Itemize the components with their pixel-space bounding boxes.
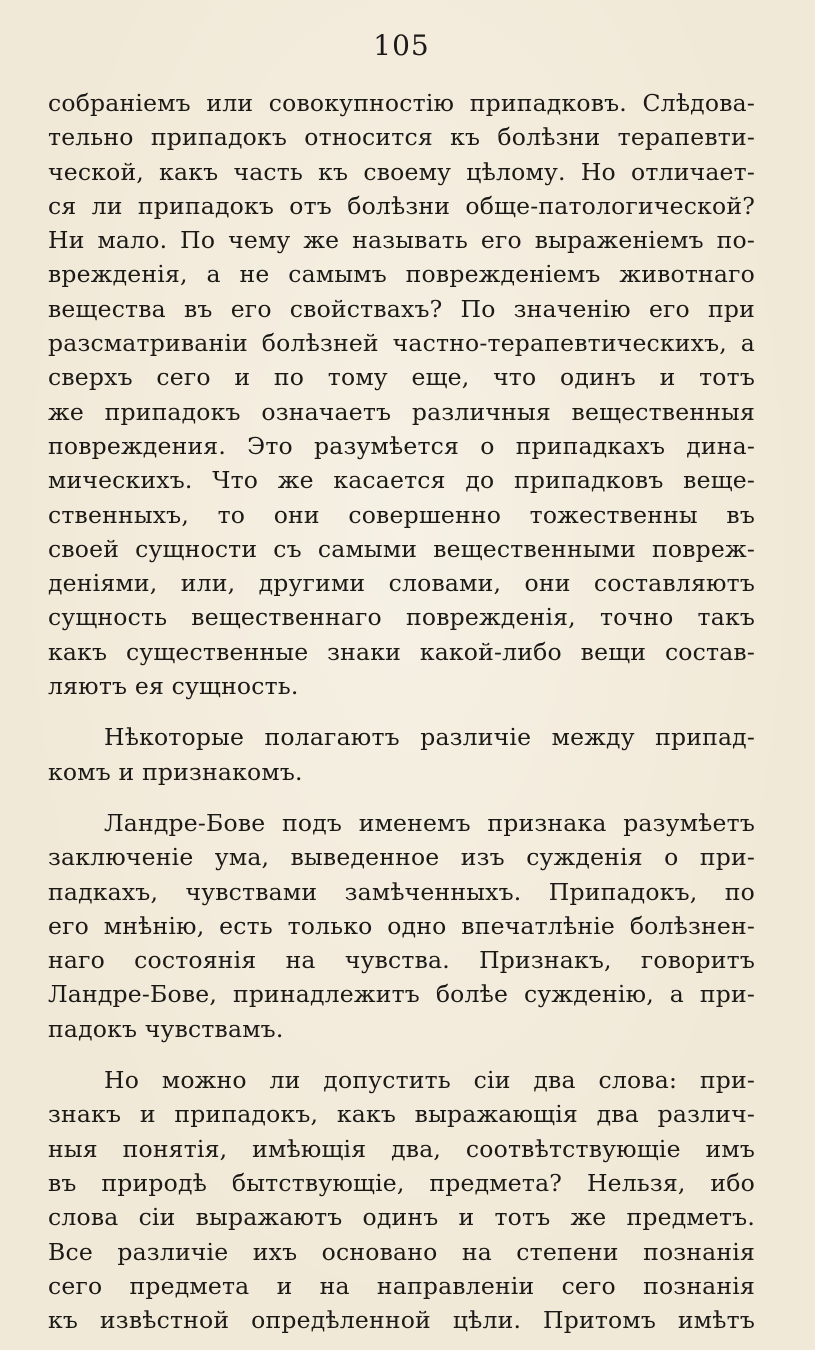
text-line: ся ли припадокъ отъ болѣзни обще-патологической?: [48, 191, 755, 220]
text-line: его мнѣнiю, есть только одно впечатлѣнiе болѣзнен-: [48, 911, 755, 940]
text-line: Все различiе ихъ основано на степени познанiя: [48, 1237, 755, 1266]
text-line: Но можно ли допустить сiи два слова: при-: [104, 1066, 755, 1095]
text-line: Ни мало. По чему же называть его выраженiемъ по-: [48, 226, 755, 255]
text-line: собранiемъ или совокупностiю припадковъ. Слѣдова-: [48, 89, 755, 117]
paragraph-2: [48, 720, 755, 789]
text-line: сего предмета и на направленiи сего познанiя: [48, 1271, 755, 1300]
text-line: слова сiи выражаютъ одинъ и тотъ же предметъ.: [48, 1203, 755, 1232]
paragraph-gap: [48, 789, 755, 806]
paragraph-1: [48, 86, 755, 703]
text-line: сущность вещественнаго поврежденiя, точно такъ: [48, 603, 755, 632]
text-line: повреждения. Это разумѣется о припадкахъ дина-: [48, 431, 755, 460]
text-line: Ландре-Бове подъ именемъ признака разумѣетъ: [104, 808, 755, 837]
text-line: ляютъ ея сущность.: [48, 672, 299, 701]
text-line: комъ и признакомъ.: [48, 757, 303, 786]
text-line: вещества въ его свойствахъ? По значенiю его при: [48, 294, 755, 323]
page-number: 105: [373, 29, 430, 62]
text-line: сверхъ сего и по тому еще, что одинъ и тотъ: [48, 363, 755, 392]
text-line: къ извѣстной опредѣленной цѣли. Притомъ имѣтъ: [48, 1306, 755, 1335]
text-line: врежденiя, а не самымъ поврежденiемъ животнаго: [48, 260, 755, 289]
text-line: какъ существенные знаки какой-либо вещи состав-: [48, 637, 755, 666]
text-line: Ландре-Бове, принадлежитъ болѣе сужденiю, а при-: [48, 980, 755, 1009]
text-line: заключенiе ума, выведенное изъ сужденiя о при-: [48, 843, 755, 872]
text-line: мическихъ. Что же касается до припадковъ веще-: [48, 466, 755, 495]
text-line: Нѣкоторые полагаютъ различiе между припад-: [104, 723, 755, 752]
paragraph-gap: [48, 703, 755, 720]
text-line: своей сущности съ самыми вещественными повреж-: [48, 534, 755, 563]
text-line: тельно припадокъ относится къ болѣзни терапевти-: [48, 123, 755, 152]
text-line: наго состоянiя на чувства. Признакъ, говоритъ: [48, 946, 755, 975]
paragraph-3: [48, 806, 755, 1046]
text-line: ныя понятiя, имѣющiя два, соотвѣтствующiе имъ: [48, 1134, 755, 1163]
text-line: же припадокъ означаетъ различныя вещественныя: [48, 397, 755, 426]
text-line: ческой, какъ часть къ своему цѣлому. Но отличает-: [48, 157, 755, 186]
text-line: ственныхъ, то они совершенно тожественны въ: [48, 500, 755, 529]
paragraph-4: [48, 1063, 755, 1337]
text-line: денiями, или, другими словами, они составляютъ: [48, 569, 755, 598]
text-line: знакъ и припадокъ, какъ выражающiя два различ-: [48, 1100, 755, 1129]
text-line: падокъ чувствамъ.: [48, 1014, 284, 1043]
paragraph-gap: [48, 1046, 755, 1063]
text-line: разсматриванiи болѣзней частно-терапевтическихъ, а: [48, 329, 755, 358]
text-line: въ природѣ бытствующiе, предмета? Нельзя, ибо: [48, 1168, 755, 1197]
text-line: падкахъ, чувствами замѣченныхъ. Припадокъ, по: [48, 877, 755, 906]
